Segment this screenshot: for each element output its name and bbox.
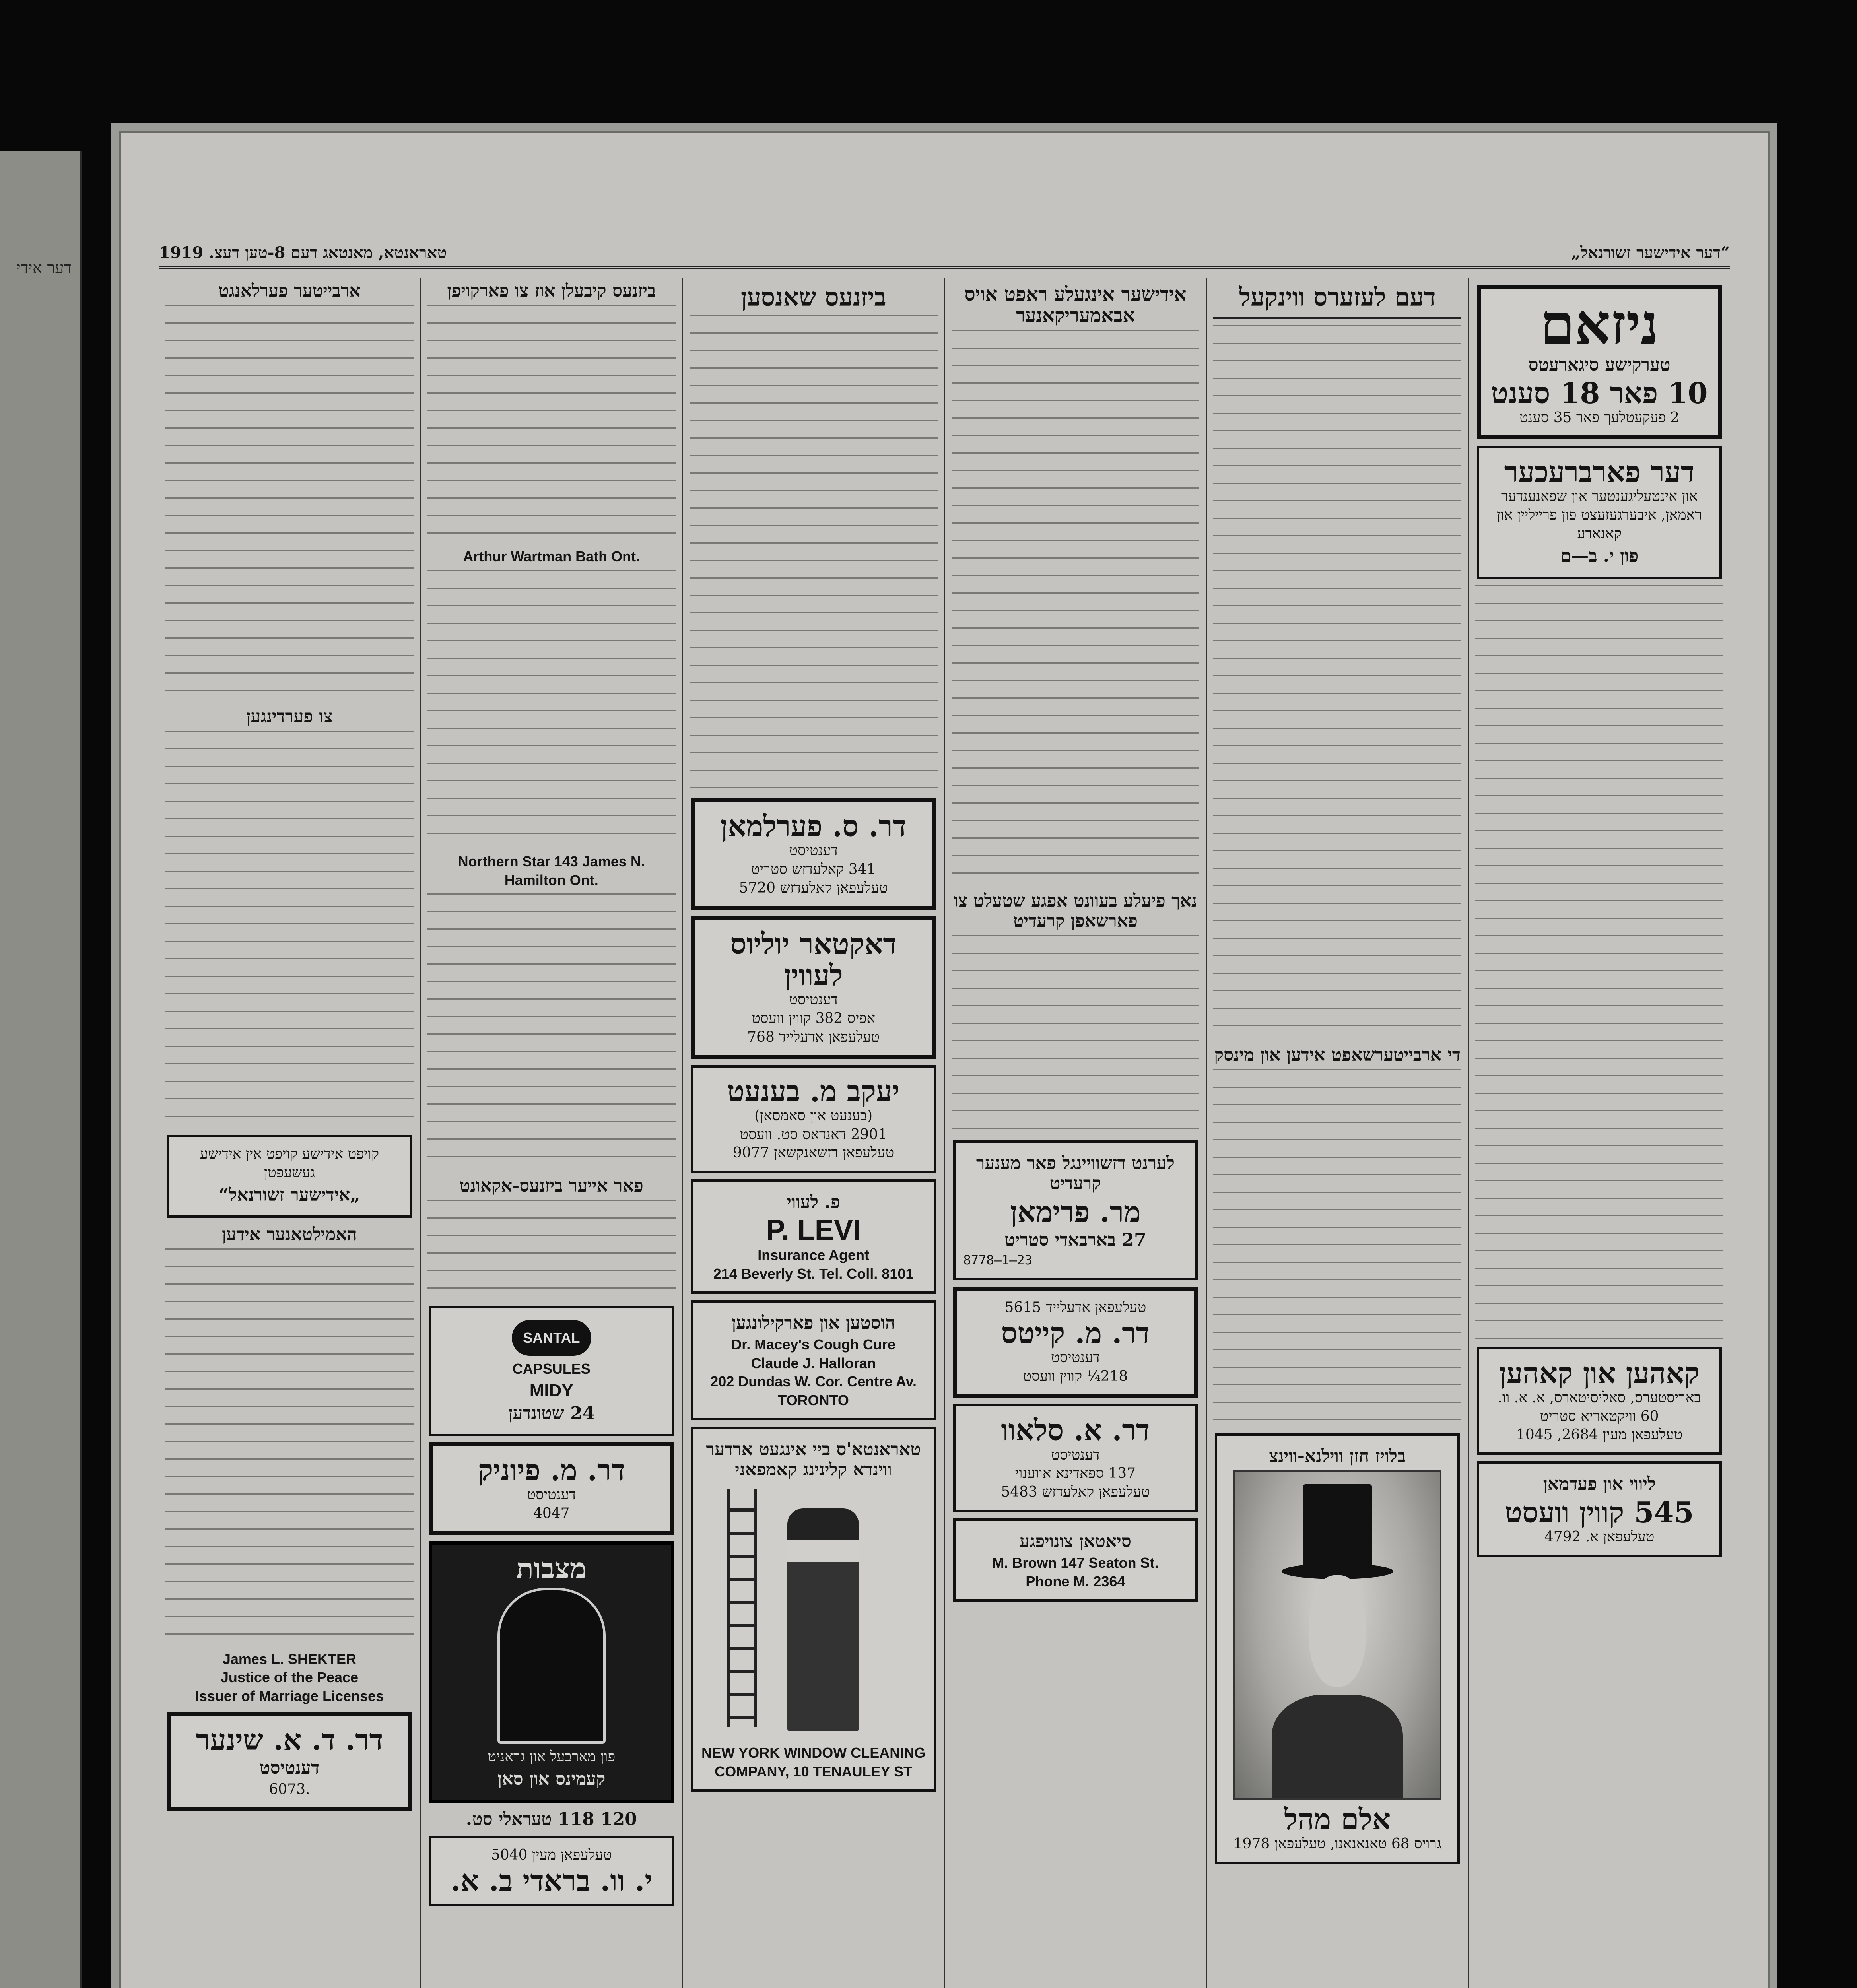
ladder-shape [727, 1489, 757, 1727]
cough-agent: Claude J. Halloran [751, 1355, 876, 1371]
bennett-ad [691, 1065, 936, 1173]
column-2 [1206, 278, 1468, 1988]
tombstone-icon [497, 1588, 606, 1744]
levi-title: Insurance Agent [758, 1247, 869, 1264]
column-3 [944, 278, 1206, 1988]
freeman-ad [953, 1140, 1198, 1280]
portrait-image [1233, 1470, 1441, 1800]
cough-cure-ad [691, 1300, 936, 1420]
shiner-name: דר. ד. א. שינער [196, 1722, 383, 1757]
cantor-sub: גרויס 68 טאנאנאנו, טעלעפאן 1978 [1233, 1836, 1441, 1852]
lewin-sub: דענטיסט [789, 992, 838, 1008]
broadie-phone: טעלעפאן מעין 5040 [491, 1846, 612, 1863]
for-rent-text [165, 731, 414, 1128]
minsk-text [1213, 1069, 1461, 1427]
window-cleaner-illustration [705, 1485, 922, 1739]
buy-jewish-line2: „אידישער זשורנאל“ [219, 1184, 360, 1205]
tombstone-ad [429, 1541, 674, 1803]
slovik-sub: דענטיסט [1051, 1446, 1100, 1463]
wartman-line: Arthur Wartman Bath Ont. [463, 548, 640, 565]
shiner-sub: דענטיסט [259, 1758, 319, 1778]
adjacent-page-fragment: דער אידי [16, 259, 72, 277]
serial-headline: דער פארברעכער [1504, 454, 1695, 489]
column-4 [682, 278, 944, 1988]
shiner-phone: .6073 [269, 1781, 310, 1798]
niozam-line1: טערקישע סיגארעטס [1528, 355, 1671, 375]
column-1 [1468, 278, 1730, 1988]
readers-corner-text [1213, 325, 1461, 1041]
santal-caption: 24 שטונדען [508, 1403, 595, 1424]
keyts-phone: טעלעפאן אדעלייד 5615 [1004, 1299, 1146, 1316]
bennett-sub: (בענעט און סאמסאן) [754, 1107, 873, 1124]
matzevot-phone: 120 118 טעראלי סט. [466, 1809, 637, 1829]
levi-feldman-phone: טעלעפאן א. 4792 [1544, 1529, 1655, 1545]
santal-midy: MIDY [529, 1381, 573, 1401]
bennett-addr: 2901 דאנדאס סט. וועסט [740, 1126, 887, 1143]
bennett-phone: טעלעפאן דזשאנקשאן 9077 [733, 1145, 894, 1161]
window-line1: NEW YORK WINDOW CLEANING [701, 1745, 926, 1761]
levi-addr: 214 Beverly St. Tel. Coll. 8101 [713, 1266, 914, 1282]
keyts-name: דר. מ. קייטס [1001, 1316, 1150, 1350]
levi-yiddish-name: פ. לעווי [787, 1192, 840, 1213]
cough-addr: 202 Dundas W. Cor. Centre Av. [710, 1373, 917, 1390]
business-chances-text [690, 315, 938, 792]
column-5 [420, 278, 682, 1988]
serial-text [1475, 585, 1723, 1341]
boy-headline: אידישער אינגעלע ראפט אויס אבאמעריקאנער [964, 283, 1187, 326]
niozam-line2: 10 פאר 18 סענט [1491, 376, 1708, 410]
serial-headline-box [1477, 446, 1722, 579]
columns [159, 278, 1730, 1988]
lewin-phone: טעלעפאן אדעלייד 768 [747, 1029, 880, 1045]
perlman-phone: טעלעפאן קאלעדזש 5720 [739, 879, 888, 896]
business-sale-headline: ביזנעס קיבעלן אוז צו פארקויפן [447, 281, 656, 301]
buy-jewish-line1: קויפט אידישע קויפט אין אידישע געשעפטן [200, 1146, 379, 1181]
freeman-name: מר. פרימאן [1010, 1194, 1141, 1229]
cohen-ad [1477, 1347, 1722, 1455]
pinnik-ad [429, 1442, 674, 1535]
levi-insurance-ad [691, 1179, 936, 1294]
business-chances-headline: ביזנעס שאנסען [740, 283, 886, 312]
credit-text [952, 935, 1200, 1134]
northern-star-line: Northern Star 143 James N. Hamilton Ont. [458, 853, 645, 888]
cantor-name: אלם מהל [1284, 1802, 1391, 1837]
shiner-ad [167, 1712, 412, 1811]
account-text [427, 1200, 676, 1299]
window-title: טאראנטא'ס ביי אינגעט ארדער ווינדא קלינינג קאמפאני [706, 1439, 921, 1480]
perlman-ad [691, 798, 936, 910]
workers-wanted-text [165, 305, 414, 703]
folio-masthead: „דער אידישער זשורנאל“ [1571, 243, 1730, 262]
shekter-name: James L. SHEKTER [222, 1650, 356, 1667]
matzevot-name: קעמינס און סאן [497, 1769, 606, 1789]
levi-feldman-name: ליווי און פעדמאן [1543, 1474, 1656, 1495]
perlman-name: דר. ס. פערלמאן [720, 809, 907, 843]
classifieds-text [427, 570, 676, 848]
slovik-name: דר. א. סלאוו [1001, 1413, 1150, 1447]
adjacent-page-sliver [0, 151, 82, 1988]
window-line2: COMPANY, 10 TENAULEY ST [715, 1763, 912, 1780]
matzevot-sub: פון מארבעל און גראניט [488, 1749, 616, 1765]
freeman-phone: 8778—1—23 [963, 1252, 1032, 1268]
minsk-headline: די ארבייטערשאפט אידען און מינסק [1214, 1045, 1461, 1066]
broadie-name: י. וו. בראדי ב. א. [451, 1863, 653, 1897]
seaton-title: סיאטאן צונויפגע [1019, 1531, 1131, 1551]
cough-title: הוסטען און פארקילונגען [731, 1312, 895, 1333]
seaton-line1: M. Brown 147 Seaton St. [992, 1554, 1159, 1571]
folio-date: טאראנטא, מאנטאג דעם 8-טען דעצ. 1919 [159, 243, 447, 262]
shekter-title2: Issuer of Marriage Licenses [195, 1688, 384, 1705]
cohen-sub: באריסטערס, סאליסיטארס, א. א. וו. [1498, 1389, 1701, 1406]
santal-capsules: CAPSULES [512, 1361, 591, 1377]
perlman-sub: דענטיסט [789, 843, 838, 859]
freeman-title: לערנט דזשוויינגל פאר מענער קרעדיט [976, 1153, 1175, 1194]
for-rent-headline: צו פערדינגען [246, 707, 333, 727]
cough-product: Dr. Macey's Cough Cure [731, 1336, 895, 1353]
lewin-name: דאקטאר יוליוס לעווין [730, 926, 897, 992]
serial-subhead: און אינטעליגענטער און שפאנענדער ראמאן, איבערגעזעצט פון פרייליין און קאנאדע [1497, 488, 1702, 542]
keyts-addr: 218¼ קווין וועסט [1023, 1368, 1128, 1384]
bennett-name: יעקב מ. בענעט [727, 1074, 900, 1108]
cantor-title: בלויז חזן ווילנא-ווינצ [1269, 1446, 1406, 1467]
keyts-sub: דענטיסט [1051, 1349, 1100, 1366]
top-hat-shape [1303, 1484, 1372, 1571]
buy-jewish-box [167, 1135, 412, 1218]
levi-feldman-addr: 545 קווין וועסט [1505, 1495, 1694, 1530]
seaton-ad [953, 1518, 1198, 1602]
pinnik-name: דר. מ. פיוניק [478, 1453, 625, 1487]
hamilton-text [165, 1248, 414, 1646]
lewin-addr: אפיס 382 קווין וועסט [752, 1010, 875, 1027]
newspaper-page [119, 131, 1770, 1988]
slovik-ad [953, 1404, 1198, 1512]
boy-text [952, 330, 1200, 887]
coat-shape [1272, 1695, 1403, 1798]
account-headline: פאר אייער ביזנעס-אקאונט [459, 1176, 643, 1196]
levi-name: P. LEVI [766, 1214, 861, 1246]
window-cleaning-ad [691, 1427, 936, 1792]
man-shape [787, 1508, 859, 1731]
column-6 [159, 278, 420, 1988]
pinnik-phone: 4047 [533, 1505, 570, 1522]
niozam-ad [1477, 285, 1722, 439]
cohen-name: קאהען און קאהען [1499, 1356, 1700, 1390]
niozam-brand: ניזאם [1540, 292, 1659, 357]
pinnik-sub: דענטיסט [527, 1487, 576, 1503]
broadie-ad [429, 1836, 674, 1906]
serial-byline: פון י. ב—ם [1560, 546, 1639, 566]
lewin-ad [691, 916, 936, 1059]
capsule-icon: SANTAL [512, 1320, 591, 1356]
folio-line [159, 239, 1730, 269]
slovik-addr: 137 ספאדינא אווענוי [1015, 1465, 1136, 1482]
levi-feldman-ad [1477, 1461, 1722, 1557]
credit-headline: נאך פיעלע בעוונט אפגע שטעלט צו פארשאפן קרעדיט [954, 890, 1197, 931]
niozam-line3: 2 פעקעטלעך פאר 35 סענט [1519, 410, 1680, 426]
hamilton-headline: האמילטאנער אידען [222, 1224, 357, 1244]
workers-wanted-headline: ארבייטער פערלאנגט [218, 281, 361, 301]
face-shape [1309, 1575, 1366, 1687]
cohen-addr: 60 וויקטאריא סטריט [1540, 1408, 1659, 1425]
seaton-line2: Phone M. 2364 [1026, 1573, 1125, 1590]
classifieds-text-2 [427, 893, 676, 1172]
freeman-addr: 27 בארבאדי סטריט [1004, 1229, 1146, 1250]
perlman-addr: 341 קאלעדזש סטריט [751, 861, 876, 878]
readers-corner-headline: דעם לעזערס ווינקעל [1239, 283, 1436, 312]
slovik-phone: טעלעפאן קאלעדזש 5483 [1001, 1484, 1150, 1501]
rule [1213, 317, 1461, 319]
shekter-title1: Justice of the Peace [220, 1669, 359, 1686]
cantor-photo-ad [1215, 1433, 1460, 1864]
matzevot-title: מצבות [516, 1551, 587, 1585]
keyts-ad [953, 1287, 1198, 1398]
santal-ad [429, 1306, 674, 1436]
cohen-phone: טעלעפאן מעין 2684, 1045 [1516, 1427, 1683, 1443]
business-sale-text [427, 305, 676, 544]
cough-city: TORONTO [778, 1392, 849, 1409]
